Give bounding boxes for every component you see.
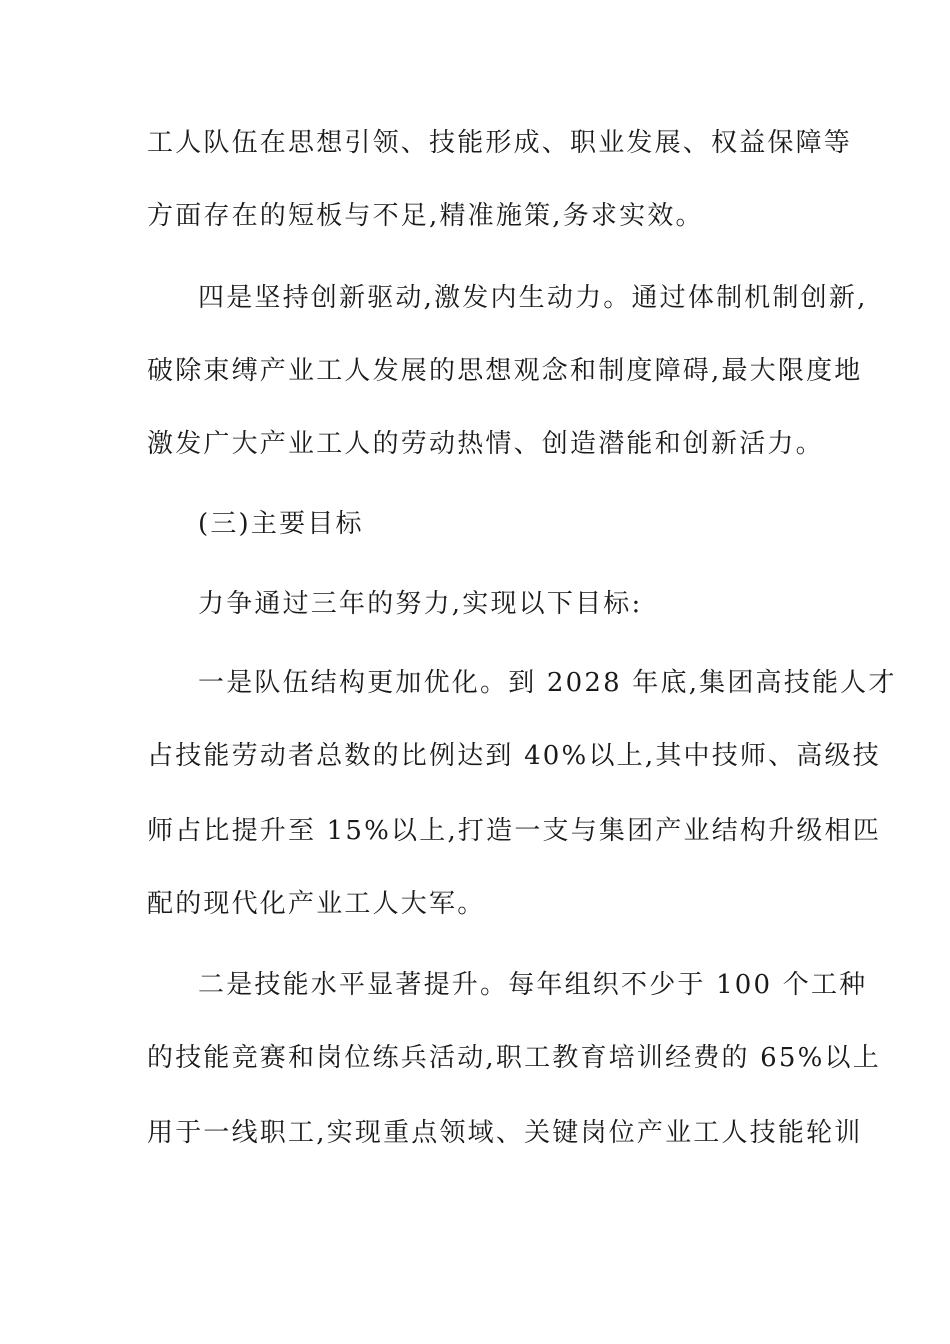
- paragraph-line: 用于一线职工,实现重点领域、关键岗位产业工人技能轮训: [147, 1118, 863, 1148]
- paragraph-line: 力争通过三年的努力,实现以下目标:: [198, 589, 643, 619]
- paragraph-line: 占技能劳动者总数的比例达到 40%以上,其中技师、高级技: [147, 741, 881, 771]
- paragraph-line: 师占比提升至 15%以上,打造一支与集团产业结构升级相匹: [147, 816, 881, 846]
- paragraph-line: 配的现代化产业工人大军。: [147, 889, 486, 919]
- paragraph-line: 一是队伍结构更加优化。到 2028 年底,集团高技能人才: [198, 668, 897, 698]
- paragraph-line: 工人队伍在思想引领、技能形成、职业发展、权益保障等: [147, 128, 853, 158]
- paragraph-line: 破除束缚产业工人发展的思想观念和制度障碍,最大限度地: [147, 356, 863, 386]
- paragraph-line: 的技能竞赛和岗位练兵活动,职工教育培训经费的 65%以上: [147, 1043, 881, 1073]
- paragraph-line: 四是坚持创新驱动,激发内生动力。通过体制机制创新,: [198, 283, 868, 313]
- paragraph-line: 激发广大产业工人的劳动热情、创造潜能和创新活力。: [147, 429, 824, 459]
- paragraph-line: 方面存在的短板与不足,精准施策,务求实效。: [147, 201, 704, 231]
- section-heading: (三)主要目标: [198, 509, 364, 539]
- paragraph-line: 二是技能水平显著提升。每年组织不少于 100 个工种: [198, 970, 868, 1000]
